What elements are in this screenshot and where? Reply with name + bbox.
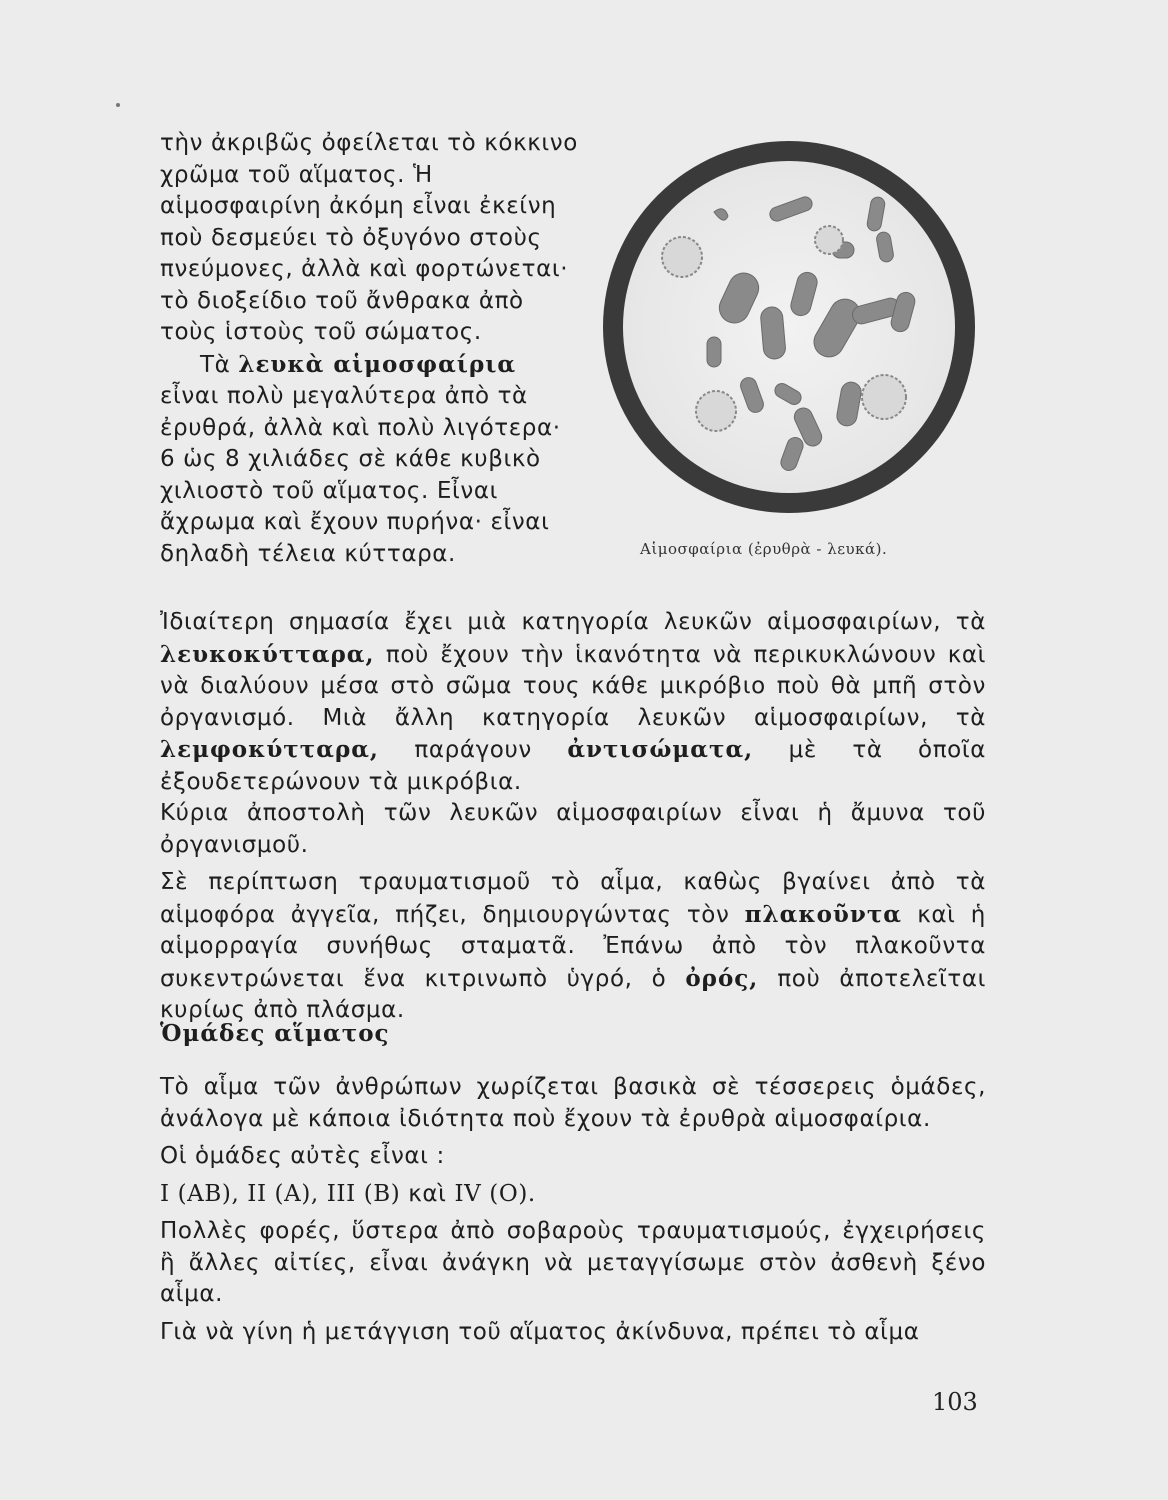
term-antibodies: ἀντισώματα, bbox=[567, 736, 754, 763]
paragraph-white-cells: Τὰ λευκὰ αἱμοσφαίρια εἶναι πολὺ μεγαλύτερα ἀπὸ τὰ ἐρυθρά, ἀλλὰ καὶ πολὺ λιγότερα· 6 ὡς 8 χιλιάδες σὲ κάθε κυβικὸ χιλιοστὸ τοῦ αἵματος. Εἶναι ἄχρωμα καὶ ἔχουν πυρήνα· εἶναι δηλαδὴ τέλεια κύτταρα. bbox=[160, 350, 561, 567]
paragraph-groups-intro: Οἱ ὁμάδες αὐτὲς εἶναι : bbox=[160, 1143, 445, 1169]
paragraph-leukocytes: Ἰδιαίτερη σημασία ἔχει μιὰ κατηγορία λευκῶν αἱμοσφαιρίων, τὰ λευκοκύτταρα, ποὺ ἔχουν τὴν ἱκανότητα νὰ περικυκλώνουν καὶ νὰ διαλύουν μέσα στὸ σῶμα τους κάθε μικρόβιο ποὺ θὰ μπῆ στὸν ὀργανισμό. Μιὰ ἄλλη κατηγορία λευκῶν αἱμοσφαιρίων, τὰ λεμφοκύτταρα, παράγουν ἀντισώματα, μὲ τὰ ὁποῖα ἐξουδετερώνουν τὰ μικρόβια. bbox=[160, 609, 986, 795]
paragraph-transfusion-safe: Γιὰ νὰ γίνη ἡ μετάγγιση τοῦ αἵματος ἀκίνδυνα, πρέπει τὸ αἷμα bbox=[160, 1318, 920, 1345]
top-column-text bbox=[160, 128, 580, 570]
figure-caption: Αἱμοσφαίρια (ἐρυθρὰ - λευκά). bbox=[640, 540, 888, 558]
paragraph-clotting: Σὲ περίπτωση τραυματισμοῦ τὸ αἷμα, καθὼς βγαίνει ἀπὸ τὰ αἱμοφόρα ἀγγεῖα, πήζει, δημιουργώντας τὸν πλακοῦντα καὶ ἡ αἱμορραγία συνήθως σταματᾶ. Ἐπάνω ἀπὸ τὸν πλακοῦντα συκεντρώνεται ἕνα κιτρινωπὸ ὑγρό, ὁ ὀρός, ποὺ ἀποτελεῖται κυρίως ἀπὸ πλάσμα. bbox=[160, 869, 986, 1023]
term-clot: πλακοῦντα bbox=[744, 900, 903, 928]
section-heading: Ὁμάδες αἵματος bbox=[160, 1020, 390, 1047]
paragraph-groups: Τὸ αἷμα τῶν ἀνθρώπων χωρίζεται βασικὰ σὲ τέσσερεις ὁμάδες, ἀνάλογα μὲ κάποια ἰδιότητα ποὺ ἔχουν τὰ ἐρυθρὰ αἱμοσφαίρια. bbox=[160, 1074, 986, 1132]
section-text bbox=[160, 1072, 986, 1348]
paragraph-transfusion: Πολλὲς φορές, ὕστερα ἀπὸ σοβαροὺς τραυματισμούς, ἐγχειρήσεις ἢ ἄλλες αἰτίες, εἶναι ἀνάγκη νὰ μεταγγίσωμε στὸν ἀσθενὴ ξένο αἷμα. bbox=[160, 1218, 986, 1307]
term-leukocytes: λευκοκύτταρα, bbox=[160, 640, 375, 668]
term-lymphocytes: λεμφοκύτταρα, bbox=[160, 736, 379, 763]
term-serum: ὀρός, bbox=[685, 964, 759, 992]
paragraph-defence: Κύρια ἀποστολὴ τῶν λευκῶν αἱμοσφαιρίων εἶναι ἡ ἄμυνα τοῦ ὀργανισμοῦ. bbox=[160, 800, 986, 858]
blood-cells-figure bbox=[594, 132, 984, 572]
paragraph-haemoglobin: τὴν ἀκριβῶς ὀφείλεται τὸ κόκκινο χρῶμα τοῦ αἵματος. Ἡ αἱμοσφαιρίνη ἀκόμη εἶναι ἐκείνη ποὺ δεσμεύει τὸ ὀξυγόνο στοὺς πνεύμονες, ἀλλὰ καὶ φορτώνεται· τὸ διοξείδιο τοῦ ἄνθρακα ἀπὸ τοὺς ἱστοὺς τοῦ σώματος. bbox=[160, 130, 578, 345]
page-number: 103 bbox=[932, 1388, 978, 1416]
term-white-cells: λευκὰ αἱμοσφαίρια bbox=[238, 350, 517, 378]
blood-group-list: I (AB), II (A), III (B) καὶ IV (O). bbox=[160, 1180, 536, 1207]
page-mark bbox=[116, 103, 120, 107]
main-text bbox=[160, 607, 986, 1027]
blood-cells-illustration bbox=[594, 132, 984, 532]
